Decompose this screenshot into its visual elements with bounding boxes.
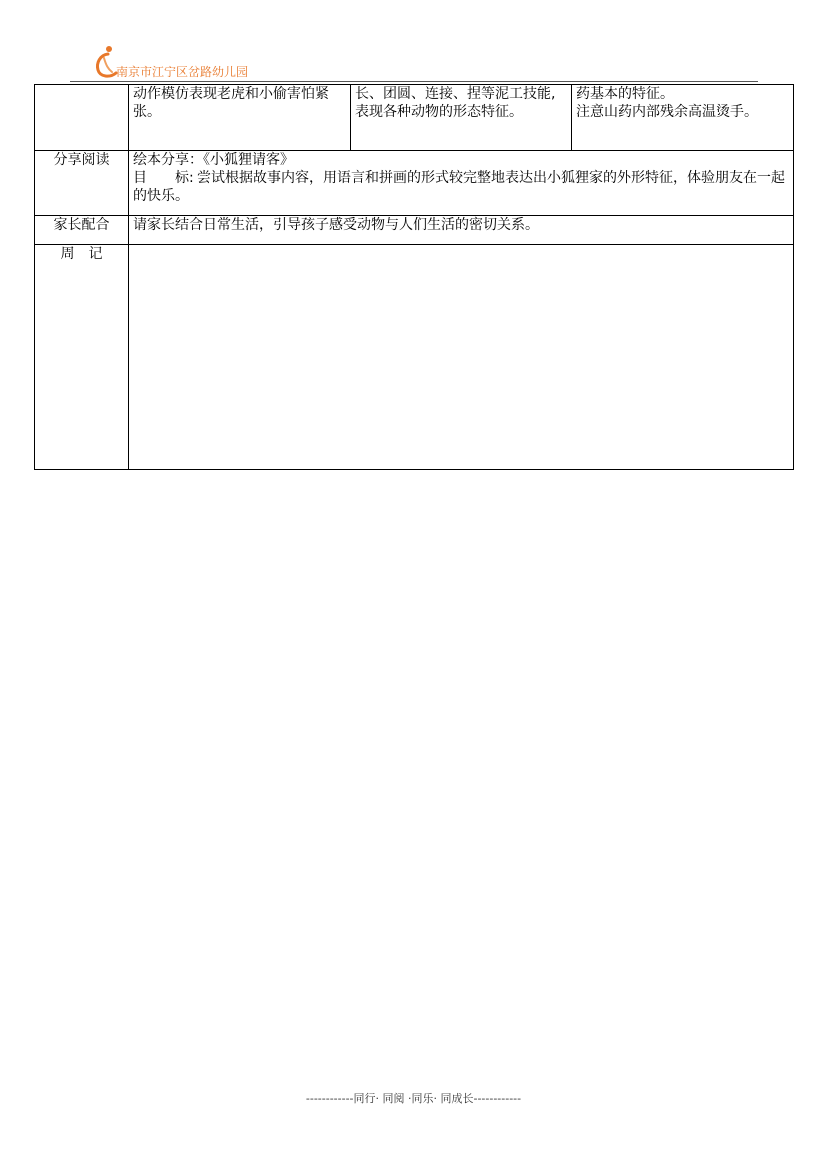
parent-text: 请家长结合日常生活，引导孩子感受动物与人们生活的密切关系。 — [133, 217, 539, 233]
activity-cell-3 — [572, 85, 794, 151]
table-row-reading — [35, 151, 794, 216]
reading-goal-text: 尝试根据故事内容，用语言和拼画的形式较完整地表达出小狐狸家的外形特征，体验朋友在一起的快乐。 — [133, 170, 785, 204]
parent-cell — [129, 216, 794, 245]
table-row-activities — [35, 85, 794, 151]
row-label-reading: 分享阅读 — [35, 151, 129, 216]
table-row-weekly-notes — [35, 245, 794, 470]
row-label-parent: 家长配合 — [35, 216, 129, 245]
activity-text-3-line1: 药基本的特征。 — [576, 86, 674, 102]
activity-cell-2 — [351, 85, 572, 151]
reading-goal-key: 目 标: — [133, 170, 194, 186]
reading-goal — [133, 169, 789, 205]
activity-text-1: 动作模仿表现老虎和小偷害怕紧张。 — [133, 86, 329, 120]
header-divider — [70, 81, 758, 82]
reading-book-title: 绘本分享：《小狐狸请客》 — [133, 152, 294, 168]
weekly-plan-table — [34, 84, 794, 470]
row-label-empty — [35, 85, 129, 151]
weekly-notes-cell — [129, 245, 794, 470]
page-header — [70, 40, 758, 84]
page-footer: ------------同行· 同阅 ·同乐· 同成长------------ — [305, 1092, 522, 1105]
row-label-weekly: 周 记 — [35, 245, 129, 470]
school-name: 南京市江宁区岔路幼儿园 — [116, 65, 249, 79]
activity-text-3-line2: 注意山药内部残余高温烫手。 — [576, 104, 758, 120]
table-row-parent — [35, 216, 794, 245]
reading-cell — [129, 151, 794, 216]
activity-cell-1 — [129, 85, 351, 151]
activity-text-2: 长、团圆、连接、捏等泥工技能,表现各种动物的形态特征。 — [355, 86, 556, 120]
